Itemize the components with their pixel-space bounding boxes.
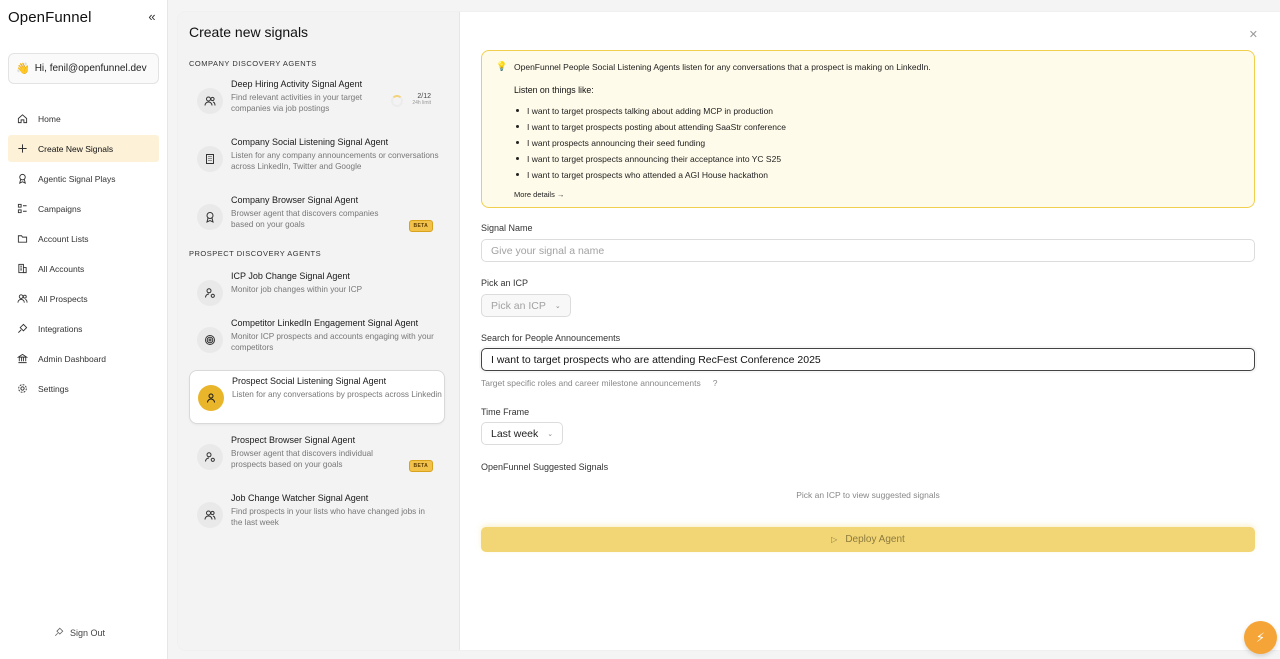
agent-list-panel bbox=[178, 12, 460, 650]
agent-description: Monitor job changes within your ICP bbox=[231, 285, 363, 294]
bank-icon bbox=[17, 353, 28, 364]
nav-item-agentic-signal-plays[interactable] bbox=[8, 165, 159, 192]
list-item: I want to target prospects who attended a AGI House hackathon bbox=[514, 167, 786, 183]
info-listen-heading: Listen on things like: bbox=[514, 85, 594, 95]
quota-count: 2/12 bbox=[417, 93, 431, 100]
icp-select-value: Pick an ICP bbox=[491, 299, 546, 312]
nav-label: Home bbox=[38, 113, 61, 124]
agent-card-prospect-browser[interactable] bbox=[189, 430, 445, 484]
nav-item-campaigns[interactable] bbox=[8, 195, 159, 222]
search-hint bbox=[481, 378, 717, 388]
nav-item-create-new-signals[interactable] bbox=[8, 135, 159, 162]
agent-card-prospect-social-listening[interactable] bbox=[189, 370, 445, 424]
agent-title: Job Change Watcher Signal Agent bbox=[231, 493, 369, 503]
user-gear-icon bbox=[197, 280, 223, 306]
lightning-icon[interactable]: ⚡ bbox=[1244, 621, 1277, 654]
wave-icon: 👋 bbox=[16, 63, 30, 75]
target-icon bbox=[197, 327, 223, 353]
nav-item-integrations[interactable] bbox=[8, 315, 159, 342]
home-icon bbox=[17, 113, 28, 124]
beta-badge: BETA bbox=[409, 220, 433, 232]
user-greeting: Hi, fenil@openfunnel.dev bbox=[34, 63, 147, 74]
sign-out-label: Sign Out bbox=[70, 628, 106, 638]
agent-description: Browser agent that discovers individual prospects based on your goals bbox=[231, 449, 373, 469]
list-item: I want to target prospects talking about adding MCP in production bbox=[514, 103, 786, 119]
example-list bbox=[514, 103, 786, 183]
agent-card-deep-hiring[interactable] bbox=[189, 74, 445, 128]
suggested-signals-empty: Pick an ICP to view suggested signals bbox=[796, 490, 940, 500]
agent-description: Browser agent that discovers companies based on your goals bbox=[231, 209, 379, 229]
nav-label: All Prospects bbox=[38, 293, 88, 304]
agent-description: Listen for any conversations by prospects across Linkedin bbox=[232, 390, 442, 399]
prospect-section-heading: PROSPECT DISCOVERY AGENTS bbox=[189, 249, 322, 258]
nav-label: Agentic Signal Plays bbox=[38, 173, 116, 184]
checklist-icon bbox=[17, 203, 28, 214]
users-icon bbox=[197, 88, 223, 114]
lightbulb-icon: 💡 bbox=[496, 61, 508, 71]
quota-indicator bbox=[412, 93, 431, 106]
list-item: I want to target prospects announcing their acceptance into YC S25 bbox=[514, 151, 786, 167]
main-nav bbox=[8, 105, 159, 405]
plus-icon bbox=[17, 143, 28, 154]
quota-limit: 24h limit bbox=[412, 100, 431, 106]
play-icon: ▷ bbox=[831, 535, 838, 544]
suggested-signals-label: OpenFunnel Suggested Signals bbox=[481, 462, 609, 472]
icp-select[interactable] bbox=[481, 294, 571, 317]
user-gear-icon bbox=[197, 444, 223, 470]
nav-item-account-lists[interactable] bbox=[8, 225, 159, 252]
agent-title: Competitor LinkedIn Engagement Signal Agent bbox=[231, 318, 419, 328]
sidebar bbox=[0, 0, 168, 659]
agent-card-company-browser[interactable] bbox=[189, 190, 445, 244]
award-icon bbox=[197, 204, 223, 230]
deploy-agent-label: Deploy Agent bbox=[845, 534, 905, 545]
nav-item-all-accounts[interactable] bbox=[8, 255, 159, 282]
help-icon[interactable]: ? bbox=[712, 378, 718, 388]
signal-form-panel bbox=[460, 12, 1280, 650]
list-item: I want prospects announcing their seed funding bbox=[514, 135, 786, 151]
agent-card-job-change-watcher[interactable] bbox=[189, 488, 445, 542]
beta-badge: BETA bbox=[409, 460, 433, 472]
deploy-agent-button[interactable] bbox=[481, 527, 1255, 552]
nav-label: Account Lists bbox=[38, 233, 89, 244]
agent-card-competitor-linkedin[interactable] bbox=[189, 313, 445, 367]
agent-title: Company Social Listening Signal Agent bbox=[231, 137, 389, 147]
agent-description: Find relevant activities in your target companies via job postings bbox=[231, 93, 363, 113]
brand-logo: OpenFunnel bbox=[8, 9, 92, 26]
create-signals-card bbox=[178, 12, 1280, 650]
company-section-heading: COMPANY DISCOVERY AGENTS bbox=[189, 59, 317, 68]
agent-title: Prospect Social Listening Signal Agent bbox=[232, 376, 387, 386]
nav-item-home[interactable] bbox=[8, 105, 159, 132]
folder-icon bbox=[17, 233, 28, 244]
collapse-sidebar-icon[interactable]: « bbox=[148, 9, 156, 24]
chevron-down-icon: ⌄ bbox=[547, 430, 554, 438]
agent-title: Prospect Browser Signal Agent bbox=[231, 435, 356, 445]
agent-card-company-social-listening[interactable] bbox=[189, 132, 445, 186]
timeframe-select[interactable] bbox=[481, 422, 563, 445]
plug-icon bbox=[17, 323, 28, 334]
user-pill[interactable] bbox=[8, 53, 159, 84]
users-icon bbox=[197, 502, 223, 528]
users-icon bbox=[17, 293, 28, 304]
search-label: Search for People Announcements bbox=[481, 333, 621, 343]
sign-out-button[interactable] bbox=[54, 627, 105, 639]
nav-label: Integrations bbox=[38, 323, 83, 334]
agent-title: ICP Job Change Signal Agent bbox=[231, 271, 350, 281]
nav-label: Create New Signals bbox=[38, 143, 114, 154]
search-hint-text: Target specific roles and career milestone announcements bbox=[481, 378, 701, 388]
nav-label: Campaigns bbox=[38, 203, 81, 214]
signal-name-input[interactable] bbox=[481, 239, 1255, 262]
gear-icon bbox=[17, 383, 28, 394]
plug-icon bbox=[54, 627, 64, 639]
close-icon[interactable]: ✕ bbox=[1248, 29, 1258, 41]
user-icon bbox=[198, 385, 224, 411]
building-icon bbox=[197, 146, 223, 172]
list-item: I want to target prospects posting about attending SaaStr conference bbox=[514, 119, 786, 135]
nav-item-admin-dashboard[interactable] bbox=[8, 345, 159, 372]
nav-label: Admin Dashboard bbox=[38, 353, 107, 364]
quota-ring-icon bbox=[391, 95, 403, 107]
nav-item-settings[interactable] bbox=[8, 375, 159, 402]
info-callout bbox=[481, 50, 1255, 208]
agent-description: Find prospects in your lists who have changed jobs in the last week bbox=[231, 507, 425, 527]
timeframe-select-value: Last week bbox=[491, 427, 539, 440]
search-input[interactable] bbox=[481, 348, 1255, 371]
agent-title: Deep Hiring Activity Signal Agent bbox=[231, 79, 363, 89]
page-title: Create new signals bbox=[189, 24, 309, 40]
nav-label: Settings bbox=[38, 383, 69, 394]
nav-label: All Accounts bbox=[38, 263, 85, 274]
info-intro: OpenFunnel People Social Listening Agents listen for any conversations that a prospect is making on LinkedIn. bbox=[514, 62, 931, 72]
nav-item-all-prospects[interactable] bbox=[8, 285, 159, 312]
agent-description: Listen for any company announcements or conversations across LinkedIn, Twitter and Google bbox=[231, 151, 439, 171]
agent-description: Monitor ICP prospects and accounts engaging with your competitors bbox=[231, 332, 434, 352]
building-icon bbox=[17, 263, 28, 274]
more-details-link[interactable]: More details → bbox=[514, 190, 565, 199]
agent-title: Company Browser Signal Agent bbox=[231, 195, 359, 205]
signal-name-label: Signal Name bbox=[481, 223, 533, 233]
icp-label: Pick an ICP bbox=[481, 278, 529, 288]
chevron-down-icon: ⌄ bbox=[554, 302, 561, 310]
award-icon bbox=[17, 173, 28, 184]
agent-card-icp-job-change[interactable] bbox=[189, 266, 445, 320]
timeframe-label: Time Frame bbox=[481, 407, 530, 417]
